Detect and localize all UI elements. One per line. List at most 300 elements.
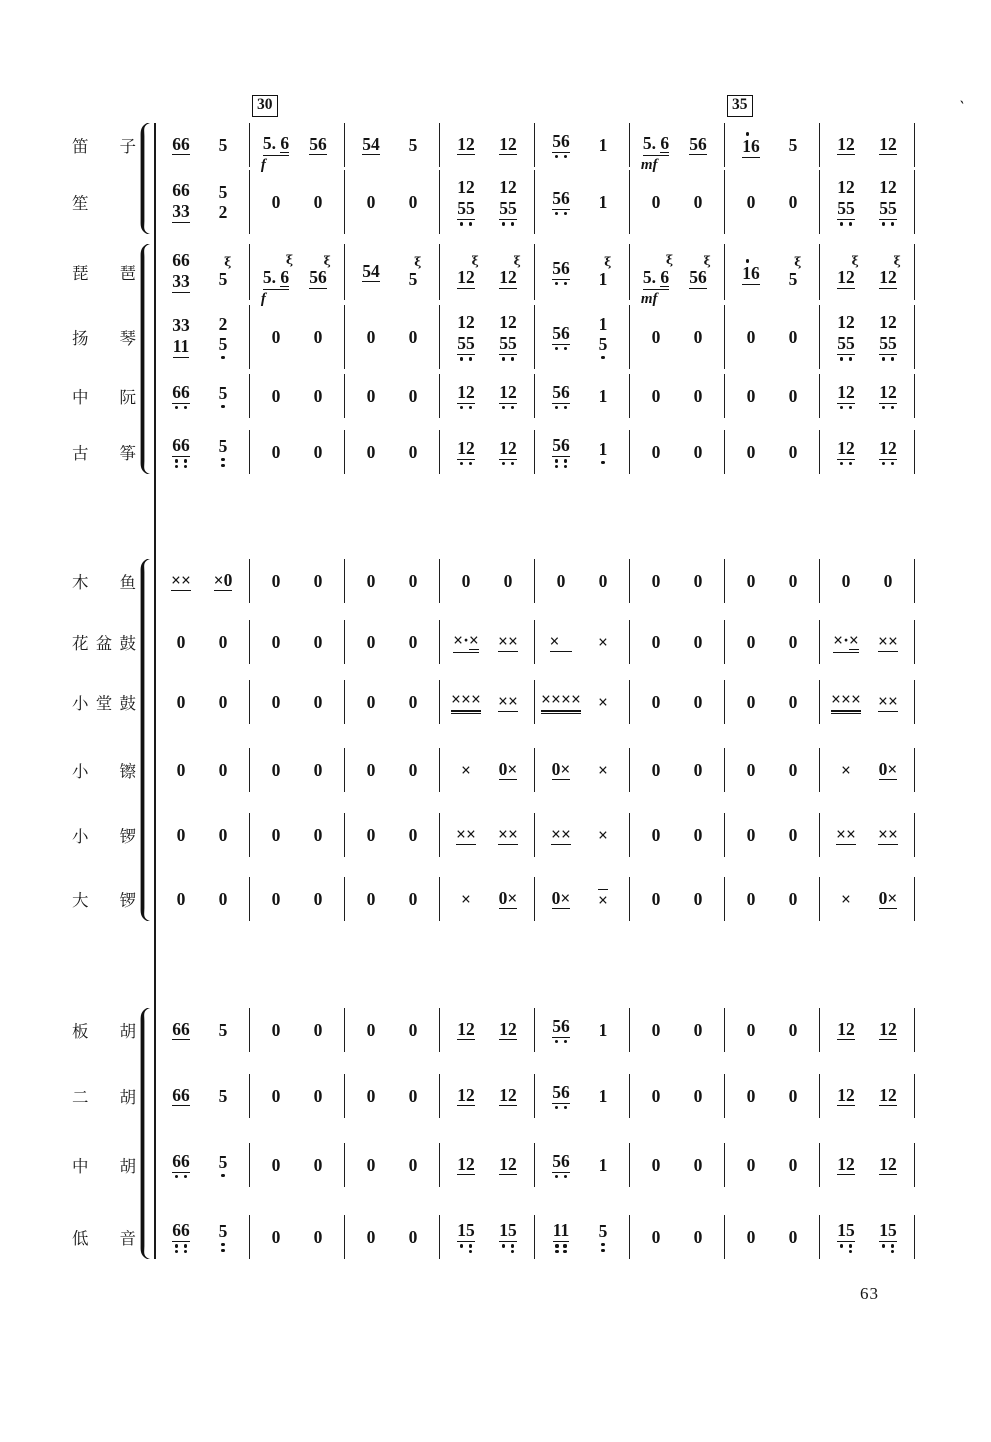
instrument-row	[0, 430, 991, 474]
note	[367, 572, 376, 590]
note-value: 0	[218, 631, 228, 652]
note	[640, 253, 674, 307]
note	[260, 253, 294, 307]
note-value: 0	[746, 888, 756, 909]
note	[879, 439, 897, 466]
beat	[540, 572, 582, 590]
note-value: 0	[788, 1154, 798, 1175]
beat	[487, 383, 529, 410]
beat	[487, 760, 529, 781]
measure	[630, 877, 725, 921]
beat	[772, 328, 814, 346]
note-value: 56	[689, 133, 707, 154]
beat	[635, 693, 677, 711]
instrument-label	[72, 1225, 136, 1249]
measure	[345, 170, 440, 234]
beat	[730, 193, 772, 211]
note-value: 1	[598, 1019, 608, 1040]
note-value: 0	[271, 1085, 281, 1106]
beat	[255, 1228, 297, 1246]
note	[362, 135, 380, 156]
label-char: 扬	[72, 329, 89, 348]
instrument-row	[0, 1008, 991, 1052]
note	[499, 1221, 517, 1253]
beat	[582, 761, 624, 779]
note	[552, 760, 571, 781]
chord-upper-note: 12	[499, 177, 517, 198]
note-value: 0	[313, 691, 323, 712]
octave-dots-below	[552, 282, 570, 285]
measure	[345, 1074, 440, 1118]
beat	[202, 315, 244, 360]
beat	[255, 328, 297, 346]
measure	[725, 1008, 820, 1052]
note-value: 12	[879, 267, 897, 288]
note	[367, 328, 376, 346]
label-char: 堂	[95, 694, 113, 713]
note-value: 0	[651, 1154, 661, 1175]
beat	[255, 133, 297, 173]
note-value: 0	[366, 1085, 376, 1106]
note	[172, 135, 190, 156]
note-value: 0	[693, 631, 703, 652]
beat	[730, 633, 772, 651]
octave-dots-below	[599, 1243, 608, 1252]
staff-line	[155, 680, 915, 724]
beat	[582, 633, 624, 651]
note	[884, 572, 893, 590]
note-value: 12	[499, 267, 517, 288]
beat	[255, 633, 297, 651]
beat	[202, 1153, 244, 1177]
note-value: 0	[313, 888, 323, 909]
note-value: 56	[689, 267, 707, 288]
label-char: 子	[119, 137, 136, 156]
measure	[155, 1074, 250, 1118]
measure	[440, 559, 535, 603]
measure	[155, 305, 250, 369]
note	[837, 1155, 855, 1176]
note-value: 0	[883, 570, 893, 591]
octave-dots-below	[219, 405, 228, 408]
note-value: 56	[552, 434, 570, 455]
measure	[345, 123, 440, 167]
note	[694, 193, 703, 211]
measure	[820, 680, 915, 724]
note-value: 0	[176, 691, 186, 712]
note	[789, 826, 798, 844]
measure	[630, 748, 725, 792]
note	[879, 135, 897, 156]
note	[272, 443, 281, 461]
note-value: 0	[651, 191, 661, 212]
note	[747, 193, 756, 211]
beat	[255, 443, 297, 461]
measure	[820, 123, 915, 167]
beat	[202, 1021, 244, 1039]
note-value: ×·×	[453, 631, 479, 653]
measure	[725, 1143, 820, 1187]
beat	[350, 761, 392, 779]
octave-dots-below	[219, 1243, 228, 1252]
note-value: 0	[556, 570, 566, 591]
beat	[202, 571, 244, 592]
beat	[772, 1228, 814, 1246]
note-value: 0	[693, 824, 703, 845]
beat	[635, 1087, 677, 1105]
note-value: 0	[366, 570, 376, 591]
note	[409, 443, 418, 461]
note	[836, 825, 856, 846]
note-value: 54	[362, 133, 380, 154]
note-value: 0	[693, 1226, 703, 1247]
beat	[772, 387, 814, 405]
note	[599, 1222, 608, 1252]
beat	[202, 437, 244, 467]
beat	[297, 135, 339, 156]
note	[879, 253, 901, 289]
note-value: 15	[457, 1219, 475, 1240]
beat	[677, 633, 719, 651]
note	[552, 1083, 570, 1110]
octave-dots-below	[837, 357, 855, 360]
staff-line	[155, 813, 915, 857]
beat	[825, 690, 867, 714]
measure	[535, 620, 630, 664]
note	[219, 1153, 228, 1177]
measure	[440, 305, 535, 369]
note	[367, 1087, 376, 1105]
beat	[487, 439, 529, 466]
note-value: 0	[746, 1226, 756, 1247]
beat	[392, 693, 434, 711]
beat	[392, 328, 434, 346]
octave-dots-below	[879, 406, 897, 409]
beat	[867, 178, 909, 225]
note	[172, 316, 190, 357]
note-value: 12	[879, 1018, 897, 1039]
note	[841, 890, 851, 908]
note-value: 12	[457, 1084, 475, 1105]
note	[837, 313, 855, 360]
note	[499, 1086, 517, 1107]
measure	[725, 305, 820, 369]
beat	[582, 315, 624, 360]
note-value: ×	[598, 759, 608, 780]
label-char: 琵	[72, 264, 89, 283]
beat	[540, 690, 582, 714]
staff-line	[155, 1143, 915, 1187]
note-value: 0	[788, 1019, 798, 1040]
beat	[582, 440, 624, 464]
beat	[487, 692, 529, 713]
measure	[440, 813, 535, 857]
note	[879, 1020, 897, 1041]
note-value: 0×	[551, 758, 571, 779]
note	[367, 193, 376, 211]
octave-dots-below	[837, 406, 855, 409]
note-value: 0	[271, 570, 281, 591]
note	[598, 826, 608, 844]
beat	[730, 761, 772, 779]
note	[272, 633, 281, 651]
beat	[392, 1021, 434, 1039]
beat	[487, 1155, 529, 1176]
note-value: 12	[837, 1153, 855, 1174]
note	[837, 253, 859, 289]
measure	[250, 374, 345, 418]
note	[457, 439, 475, 466]
beat	[160, 1221, 202, 1253]
beat	[867, 632, 909, 653]
note	[314, 328, 323, 346]
note	[789, 1087, 798, 1105]
note-value: 5	[408, 268, 418, 289]
note	[652, 1228, 661, 1246]
measure	[155, 123, 250, 167]
note-value: 0	[746, 1019, 756, 1040]
octave-dots-below	[552, 1175, 570, 1178]
note	[599, 1021, 608, 1039]
beat	[635, 761, 677, 779]
note	[694, 387, 703, 405]
note	[689, 135, 707, 156]
measure	[345, 374, 440, 418]
note-value: ×	[598, 631, 608, 652]
note-value: 0	[271, 1154, 281, 1175]
beat	[867, 255, 909, 289]
label-char: 中	[72, 1157, 89, 1176]
beat	[825, 1155, 867, 1176]
measure	[250, 244, 345, 307]
note-value: 0	[788, 691, 798, 712]
note-value: 12	[457, 133, 475, 154]
note	[314, 693, 323, 711]
note	[314, 193, 323, 211]
note	[367, 826, 376, 844]
measure	[630, 1008, 725, 1052]
note	[314, 1021, 323, 1039]
beat	[772, 443, 814, 461]
beat	[160, 890, 202, 908]
measure	[250, 1215, 345, 1259]
beat	[825, 572, 867, 590]
note	[553, 1221, 570, 1253]
beat	[297, 1228, 339, 1246]
measure	[440, 680, 535, 724]
note	[409, 890, 418, 908]
chord-upper-note: 1	[598, 313, 608, 334]
note	[219, 693, 228, 711]
instrument-label	[72, 384, 136, 408]
note	[219, 826, 228, 844]
beat	[487, 255, 529, 289]
label-char: 大	[72, 891, 89, 910]
note	[172, 1086, 190, 1107]
note-value: 0	[503, 570, 513, 591]
note	[367, 890, 376, 908]
note-value: 66	[172, 1150, 190, 1171]
beat	[445, 1020, 487, 1041]
note-value: 0	[408, 385, 418, 406]
note-value: 12	[457, 381, 475, 402]
beat	[825, 135, 867, 156]
beat	[582, 1222, 624, 1252]
note	[498, 825, 518, 846]
note-value: 1	[598, 385, 608, 406]
stray-mark: ˋ	[956, 99, 967, 117]
tremolo-icon: ξ	[794, 255, 802, 270]
note	[177, 761, 186, 779]
note-value: 5	[218, 436, 228, 457]
note	[694, 1228, 703, 1246]
note-value: 5	[788, 134, 798, 155]
beat	[582, 693, 624, 711]
label-char: 二	[72, 1088, 89, 1107]
note-value: 12	[499, 381, 517, 402]
beat	[202, 183, 244, 222]
note	[314, 443, 323, 461]
beat	[350, 193, 392, 211]
measure	[250, 620, 345, 664]
note	[598, 633, 608, 651]
note-value: 54	[362, 260, 380, 281]
beat	[160, 826, 202, 844]
beat	[202, 136, 244, 154]
octave-dots-below	[499, 1244, 517, 1253]
note	[409, 387, 418, 405]
note-value: 0	[218, 824, 228, 845]
measure	[250, 680, 345, 724]
note	[879, 760, 898, 781]
beat	[635, 572, 677, 590]
octave-dots-below	[552, 1040, 570, 1043]
note	[747, 693, 756, 711]
note-value: 56	[552, 187, 570, 208]
note-value: 0	[408, 191, 418, 212]
measure	[535, 1074, 630, 1118]
label-char: 锣	[119, 891, 136, 910]
measure	[440, 620, 535, 664]
measure	[155, 1215, 250, 1259]
note	[837, 1020, 855, 1041]
beat	[730, 693, 772, 711]
measure	[630, 620, 725, 664]
note	[498, 632, 518, 653]
note-value: 0	[313, 1154, 323, 1175]
note	[552, 1152, 570, 1179]
beat	[445, 135, 487, 156]
note	[219, 437, 228, 467]
note	[457, 313, 475, 360]
note-value: 0	[313, 441, 323, 462]
note-value: 12	[879, 1084, 897, 1105]
note	[499, 383, 517, 410]
note-value: 0	[693, 888, 703, 909]
octave-dots-below	[552, 347, 570, 350]
beat	[445, 255, 487, 289]
measure	[345, 1215, 440, 1259]
note	[694, 693, 703, 711]
measure	[820, 305, 915, 369]
beat	[677, 387, 719, 405]
tremolo-icon: ξ	[224, 255, 232, 270]
label-char: 锣	[119, 827, 136, 846]
note	[652, 1156, 661, 1174]
note-value: 56	[552, 1015, 570, 1036]
beat	[677, 761, 719, 779]
note	[367, 1228, 376, 1246]
beat	[202, 693, 244, 711]
note	[499, 439, 517, 466]
note	[694, 826, 703, 844]
note-value: 56	[552, 130, 570, 151]
note-value: 12	[837, 381, 855, 402]
note	[747, 761, 756, 779]
measure	[250, 430, 345, 474]
note-value: 0	[651, 441, 661, 462]
note	[599, 1156, 608, 1174]
note	[409, 136, 418, 154]
beat	[487, 825, 529, 846]
beat	[540, 1017, 582, 1044]
note	[272, 1228, 281, 1246]
beat	[202, 256, 244, 288]
note-value: 1	[598, 1154, 608, 1175]
note	[789, 1021, 798, 1039]
note	[747, 572, 756, 590]
note	[878, 825, 898, 846]
measure	[630, 1215, 725, 1259]
note-value: 1	[598, 134, 608, 155]
beat	[825, 890, 867, 908]
note-value: 0	[746, 385, 756, 406]
note	[461, 761, 471, 779]
note-value: 33	[172, 270, 190, 291]
note	[499, 1020, 517, 1041]
measure	[535, 1215, 630, 1259]
note-value: ××	[498, 823, 518, 844]
beat	[297, 890, 339, 908]
beat	[825, 631, 867, 653]
beat	[445, 690, 487, 714]
note	[451, 690, 481, 714]
instrument-row	[0, 123, 991, 173]
note	[272, 826, 281, 844]
note	[599, 387, 608, 405]
note	[409, 1087, 418, 1105]
measure	[630, 1143, 725, 1187]
note	[652, 826, 661, 844]
note-value: 1	[598, 268, 608, 289]
staff-line	[155, 244, 915, 307]
note	[499, 313, 517, 360]
note	[499, 889, 518, 910]
note	[747, 1087, 756, 1105]
octave-dots-below	[552, 459, 570, 468]
note-value: 5	[218, 1019, 228, 1040]
staff-line	[155, 170, 915, 234]
note	[789, 1156, 798, 1174]
staff-line	[155, 559, 915, 603]
note-value: ××	[836, 823, 856, 844]
chord-upper-note: 12	[837, 312, 855, 333]
beat	[487, 1086, 529, 1107]
note	[694, 572, 703, 590]
page-number: 63	[860, 1284, 879, 1303]
note-value: 0	[408, 441, 418, 462]
beat	[677, 1156, 719, 1174]
